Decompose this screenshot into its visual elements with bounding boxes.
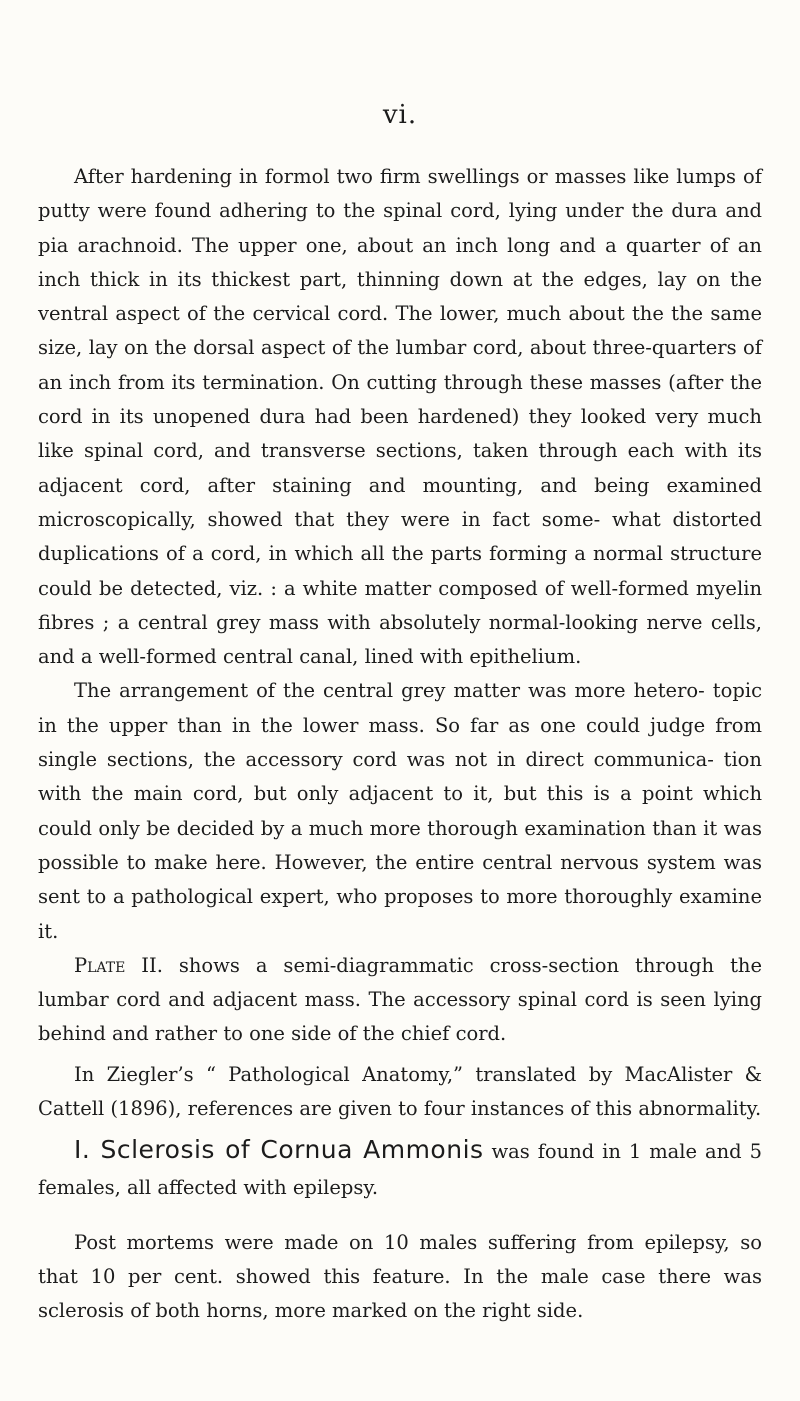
plate-label: Plate xyxy=(74,953,126,977)
paragraph-post-mortems: Post mortems were made on 10 males suffering from epilepsy, so that 10 per cent. showed this feature. In the male case there was sclerosis of both horns, more marked on the right side. xyxy=(38,1230,762,1323)
body-text xyxy=(38,160,762,1329)
paragraph-plate xyxy=(38,949,762,1052)
plate-text: II. shows a semi-diagrammatic cross-section through the lumbar cord and adjacent mass. The accessory spinal cord is seen lying behind and rather to one side of the chief cord. xyxy=(38,953,762,1046)
paragraph-ziegler: In Ziegler’s “ Pathological Anatomy,” translated by MacAlister & Cattell (1896), references are given to four instances of this abnormality. xyxy=(38,1062,762,1121)
page-number: vi. xyxy=(382,100,418,130)
section-heading: I. Sclerosis of Cornua Ammonis xyxy=(74,1135,484,1165)
paragraph-arrangement: The arrangement of the central grey matter was more hetero- topic in the upper than in the lower mass. So far as one could judge from single sections, the accessory cord was not in direct communica- tion with the main cord, but only adjacent to it, but this is a point which could only be decided by a much more thorough examination than it was possible to make here. However, the entire central nervous system was sent to a pathological expert, who proposes to more thoroughly examine it. xyxy=(38,679,762,943)
paragraph-hardening: After hardening in formol two firm swellings or masses like lumps of putty were found adhering to the spinal cord, lying under the dura and pia arachnoid. The upper one, about an inch long and a quarter of an inch thick in its thickest part, thinning down at the edges, lay on the ventral aspect of the cervical cord. The lower, much about the the same size, lay on the dorsal aspect of the lumbar cord, about three-quarters of an inch from its termination. On cutting through these masses (after the cord in its unopened dura had been hardened) they looked very much like spinal cord, and transverse sections, taken through each with its adjacent cord, after staining and mounting, and being examined microscopically, showed that they were in fact some- what distorted duplications of a cord, in which all the parts forming a normal structure could be detected, viz. : a white matter composed of well-formed myelin fibres ; a central grey mass with absolutely normal-looking nerve cells, and a well-formed central canal, lined with epithelium. xyxy=(38,165,762,669)
section-text: was found in 1 male and 5 females, all affected with epilepsy. xyxy=(38,1140,762,1200)
paragraph-sclerosis xyxy=(38,1132,762,1206)
